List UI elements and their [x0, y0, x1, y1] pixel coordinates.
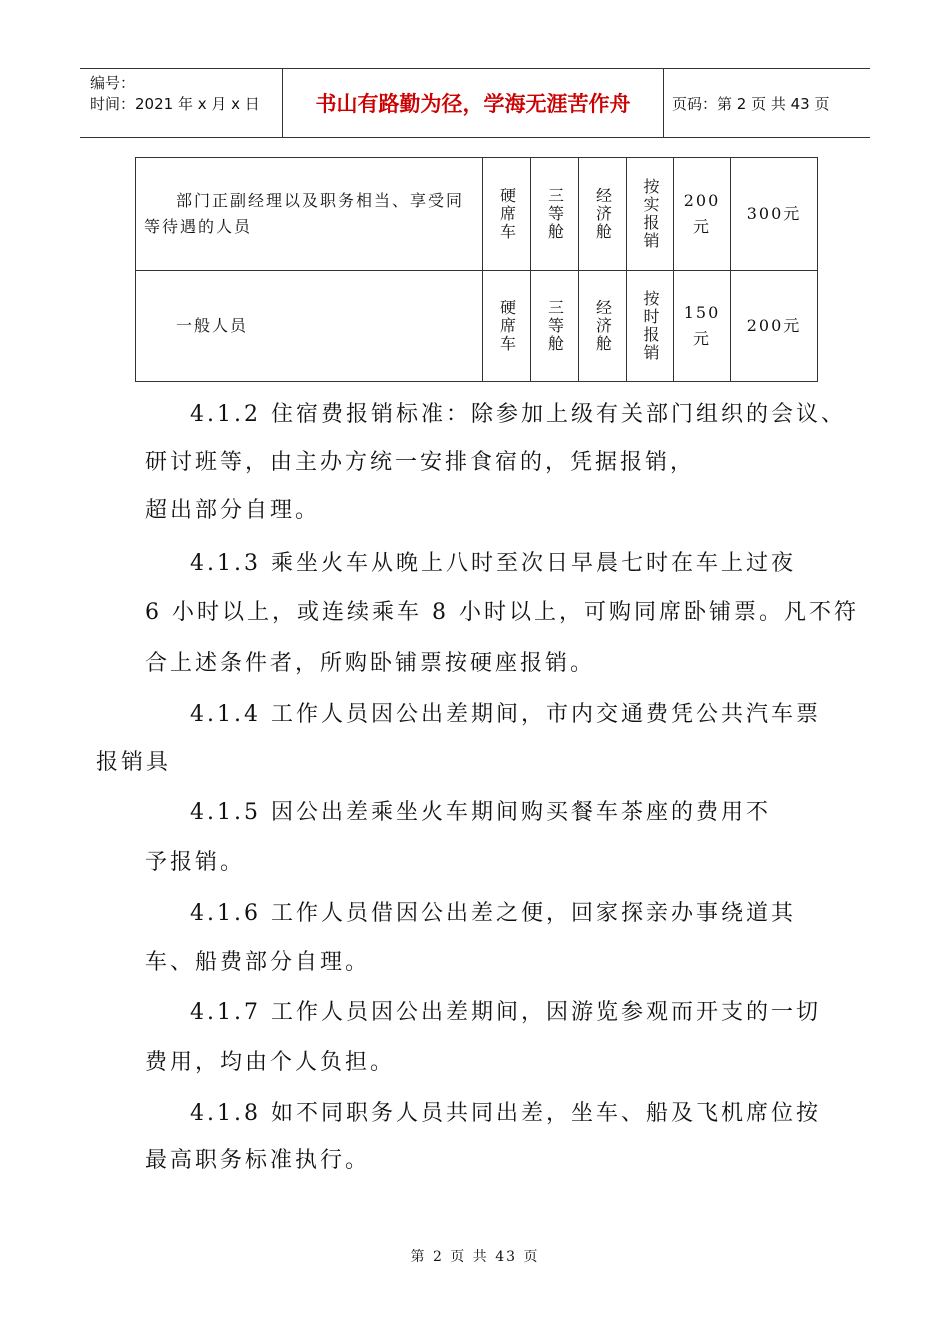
paragraph-line: 4.1.4 工作人员因公出差期间，市内交通费凭公共汽车票: [190, 702, 821, 727]
paragraph-line: 4.1.2 住宿费报销标准：除参加上级有关部门组织的会议、: [190, 402, 846, 427]
paragraph-line: 6 小时以上，或连续乘车 8 小时以上，可购同席卧铺票。凡不符: [145, 600, 859, 625]
table-cell-reimb: 按实报销: [627, 158, 674, 271]
table-cell-desc: 部门正副经理以及职务相当、享受同等待遇的人员: [136, 158, 483, 271]
table-cell-plane: 经济舱: [579, 158, 627, 271]
paragraph-line: 研讨班等，由主办方统一安排食宿的，凭据报销，: [145, 450, 696, 475]
travel-standard-table: [135, 157, 818, 382]
table-cell-train: 硬席车: [483, 271, 531, 382]
table-cell-amount: 300元: [731, 158, 818, 271]
time-label: 时间：2021 年 x 月 x 日: [90, 95, 260, 113]
paragraph-line: 4.1.3 乘坐火车从晚上八时至次日早晨七时在车上过夜: [190, 551, 796, 576]
paragraph-line: 4.1.5 因公出差乘坐火车期间购买餐车茶座的费用不: [190, 800, 771, 825]
table-row: [136, 271, 818, 382]
paragraph-line: 4.1.7 工作人员因公出差期间，因游览参观而开支的一切: [190, 1000, 821, 1025]
paragraph-line: 合上述条件者，所购卧铺票按硬座报销。: [145, 651, 596, 676]
table-cell-amount: 200元: [674, 158, 731, 271]
table-cell-amount: 150元: [674, 271, 731, 382]
paragraph-line: 超出部分自理。: [145, 498, 321, 523]
table-cell-desc: 一般人员: [136, 271, 483, 382]
header-meta: [90, 73, 260, 115]
header-page-label: 页码：第 2 页 共 43 页: [672, 94, 830, 113]
doc-number-label: 编号：: [90, 74, 136, 92]
page-header: [80, 68, 870, 138]
table-cell-ship: 三等舱: [531, 158, 579, 271]
paragraph-line: 4.1.6 工作人员借因公出差之便，回家探亲办事绕道其: [190, 901, 796, 926]
table-cell-reimb: 按时报销: [627, 271, 674, 382]
header-motto: 书山有路勤为径，学海无涯苦作舟: [315, 92, 631, 116]
paragraph-line: 报销具: [96, 750, 172, 775]
table-cell-ship: 三等舱: [531, 271, 579, 382]
paragraph-line: 予报销。: [145, 850, 246, 875]
table-row: [136, 158, 818, 271]
page-footer: 第 2 页 共 43 页: [410, 1249, 540, 1265]
paragraph-line: 车、船费部分自理。: [145, 950, 371, 975]
paragraph-line: 最高职务标准执行。: [145, 1148, 371, 1173]
paragraph-line: 4.1.8 如不同职务人员共同出差，坐车、船及飞机席位按: [190, 1101, 821, 1126]
table-cell-train: 硬席车: [483, 158, 531, 271]
table-cell-amount: 200元: [731, 271, 818, 382]
table-cell-plane: 经济舱: [579, 271, 627, 382]
paragraph-line: 费用，均由个人负担。: [145, 1050, 396, 1075]
